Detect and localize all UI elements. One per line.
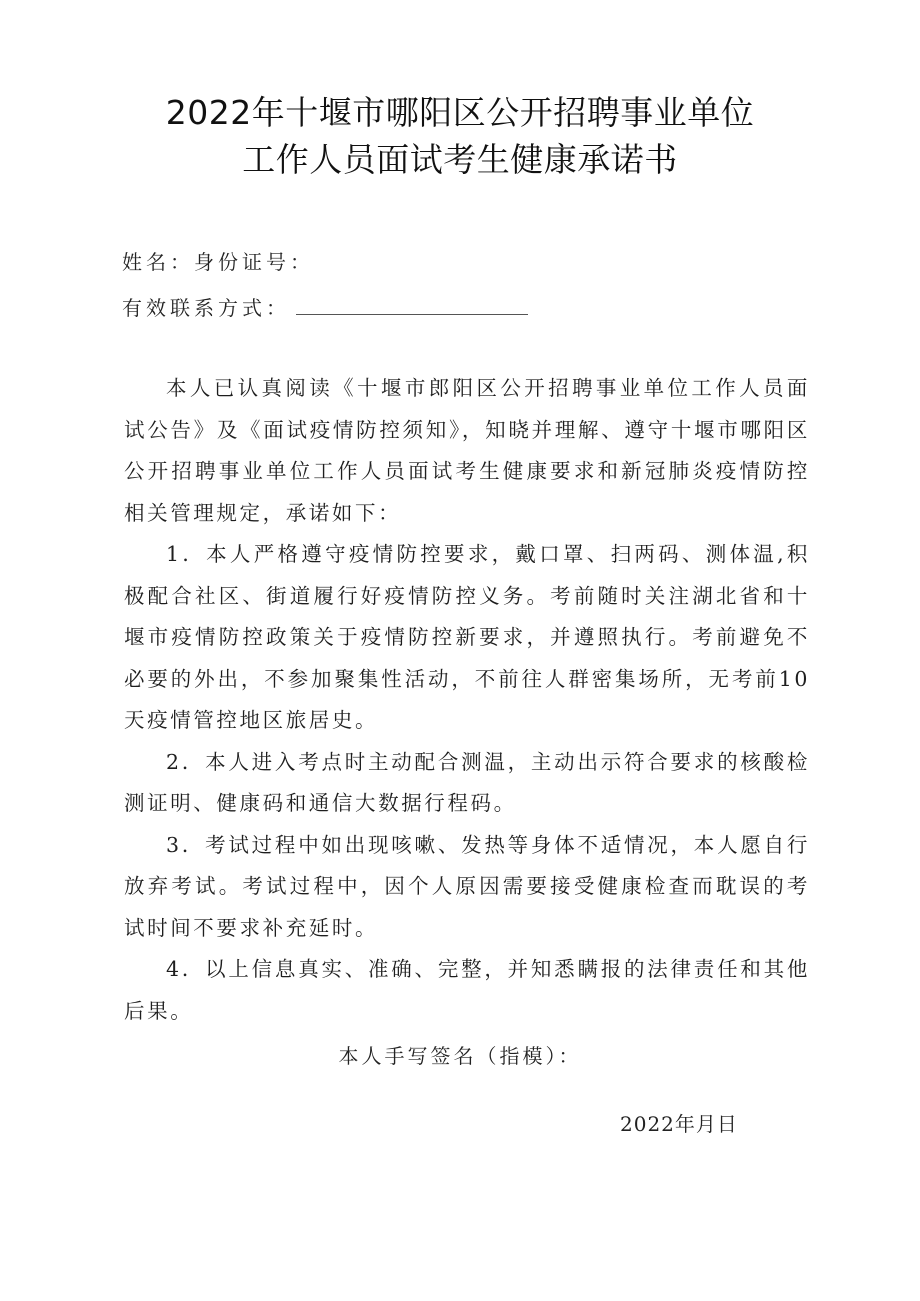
name-id-label-text: 姓名：身份证号： [122,250,314,274]
pledge-body [124,368,810,1032]
document-title-line-1: 2022年十堰市哪阳区公开招聘事业单位 [165,93,755,132]
date-line: 2022年月日 [620,1112,738,1136]
contact-field-label [122,292,528,321]
pledge-item-1: 1．本人严格遵守疫情防控要求，戴口罩、扫两码、测体温,积极配合社区、街道履行好疫情防控义务。考前随时关注湖北省和十堰市疫情防控政策关于疫情防控新要求，并遵照执行。考前避免不必要的外出，不参加聚集性活动，不前往人群密集场所，无考前10天疫情管控地区旅居史。 [124,542,810,732]
signature-label: 本人手写签名（指模）： [338,1044,582,1068]
name-id-field-label [122,246,314,275]
contact-label-text: 有效联系方式： [122,296,290,320]
contact-blank-line [296,296,528,315]
pledge-item-2: 2．本人进入考点时主动配合测温，主动出示符合要求的核酸检测证明、健康码和通信大数据行程码。 [124,749,810,815]
pledge-intro-paragraph: 本人已认真阅读《十堰市郎阳区公开招聘事业单位工作人员面试公告》及《面试疫情防控须知》，知晓并理解、遵守十堰市哪阳区公开招聘事业单位工作人员面试考生健康要求和新冠肺炎疫情防控相关管理规定，承诺如下： [124,376,810,525]
pledge-item-4: 4．以上信息真实、准确、完整，并知悉瞒报的法律责任和其他后果。 [124,957,810,1023]
document-title-line-2: 工作人员面试考生健康承诺书 [242,140,678,179]
pledge-item-3: 3．考试过程中如出现咳嗽、发热等身体不适情况，本人愿自行放弃考试。考试过程中，因个人原因需要接受健康检查而耽误的考试时间不要求补充延时。 [124,832,810,940]
